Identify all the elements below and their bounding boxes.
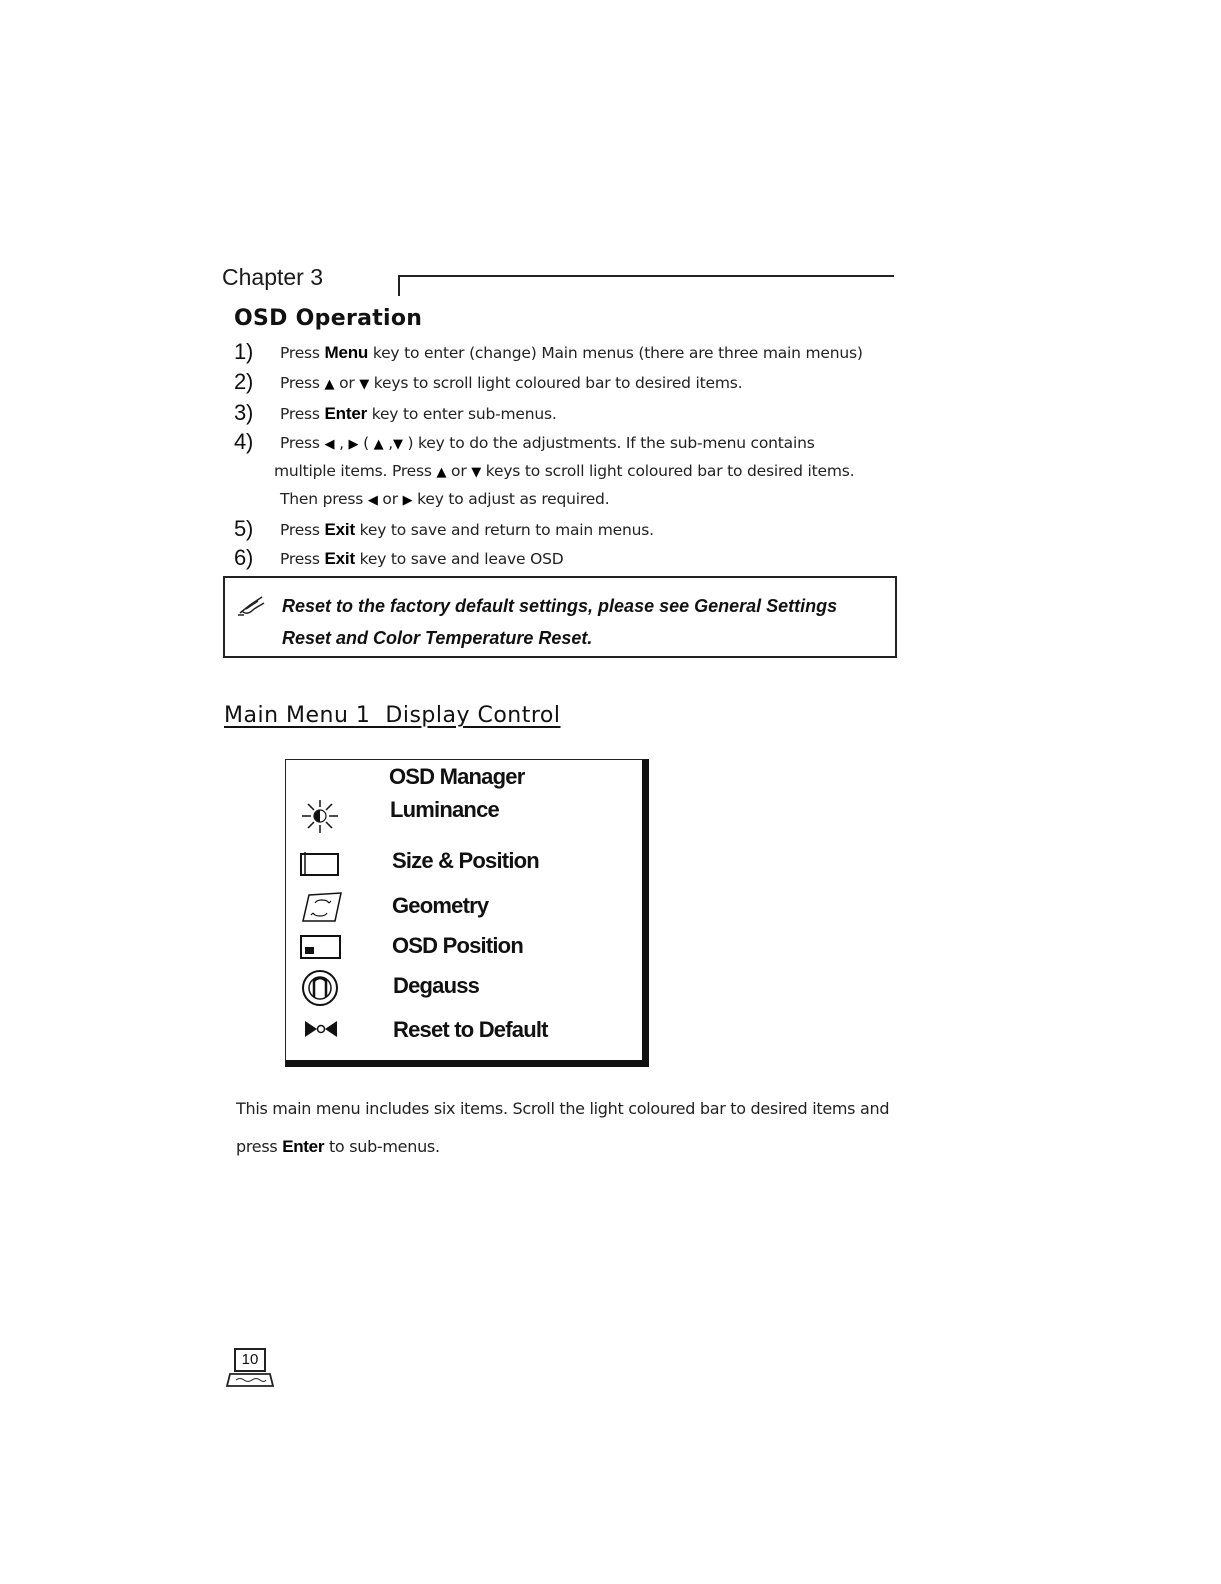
left-arrow-icon: ◀ xyxy=(324,437,335,452)
step-1 xyxy=(234,340,914,366)
step-5 xyxy=(234,517,914,543)
paragraph-text: to sub-menus. xyxy=(324,1137,440,1156)
step-text: key to adjust as required. xyxy=(412,490,610,508)
size-position-icon xyxy=(300,851,340,877)
menu-item-size-position[interactable]: Size & Position xyxy=(392,848,539,873)
section-title: OSD Operation xyxy=(234,306,423,331)
brightness-icon xyxy=(299,797,341,837)
down-arrow-icon: ▼ xyxy=(392,437,403,452)
chapter-divider-tick xyxy=(398,276,400,296)
geometry-icon xyxy=(301,891,343,923)
step-text: keys to scroll light coloured bar to desired items. xyxy=(369,374,743,392)
menu-item-luminance[interactable]: Luminance xyxy=(390,797,499,822)
degauss-icon xyxy=(301,969,339,1007)
step-text: or xyxy=(334,374,360,392)
paragraph-line-2 xyxy=(236,1128,916,1166)
note-text xyxy=(282,590,882,654)
writing-hand-icon xyxy=(236,593,270,617)
reset-icon xyxy=(303,1019,339,1039)
step-4 xyxy=(234,430,914,514)
step-text: Press xyxy=(280,374,325,392)
step-3 xyxy=(234,401,914,427)
menu-item-geometry[interactable]: Geometry xyxy=(392,893,489,918)
paragraph-line-1: This main menu includes six items. Scroll the light coloured bar to desired items and xyxy=(236,1099,890,1118)
steps-list xyxy=(234,340,914,572)
step-text: multiple items. Press xyxy=(274,462,437,480)
step-number: 1) xyxy=(234,339,254,364)
step-text: , xyxy=(383,434,393,452)
note-line-1: Reset to the factory default settings, please see General Settings xyxy=(282,596,838,616)
left-arrow-icon: ◀ xyxy=(367,493,378,508)
step-text: Press xyxy=(280,521,325,539)
right-arrow-icon: ▶ xyxy=(402,493,413,508)
chapter-label: Chapter 3 xyxy=(222,264,324,290)
step-text: ( xyxy=(358,434,374,452)
step-text: Press xyxy=(280,344,325,362)
step-4-line-3 xyxy=(280,486,914,514)
step-text: key to enter (change) Main menus (there are three main menus) xyxy=(368,344,863,362)
key-name: Menu xyxy=(324,343,369,362)
step-number: 2) xyxy=(234,369,254,394)
key-name: Enter xyxy=(282,1137,325,1156)
osd-position-icon xyxy=(300,934,342,960)
step-2 xyxy=(234,370,914,398)
down-arrow-icon: ▼ xyxy=(471,465,482,480)
step-number: 5) xyxy=(234,516,254,541)
menu-item-degauss[interactable]: Degauss xyxy=(393,973,480,998)
step-number: 3) xyxy=(234,400,254,425)
step-number: 4) xyxy=(234,429,254,454)
page-number: 10 xyxy=(234,1348,266,1372)
laptop-icon xyxy=(226,1372,274,1388)
page-number-badge xyxy=(226,1344,274,1388)
right-arrow-icon: ▶ xyxy=(348,437,359,452)
step-text: Press xyxy=(280,405,325,423)
key-name: Exit xyxy=(324,520,355,539)
step-6 xyxy=(234,546,914,572)
step-text: or xyxy=(446,462,472,480)
chapter-divider xyxy=(398,275,894,277)
paragraph-text: press xyxy=(236,1137,283,1156)
up-arrow-icon: ▲ xyxy=(436,465,447,480)
step-text: key to save and return to main menus. xyxy=(354,521,654,539)
step-text: , xyxy=(334,434,349,452)
menu-item-reset-to-default[interactable]: Reset to Default xyxy=(393,1017,548,1042)
step-text: key to enter sub-menus. xyxy=(367,405,557,423)
step-number: 6) xyxy=(234,545,254,570)
description-paragraph xyxy=(236,1090,916,1166)
step-text: Press xyxy=(280,434,325,452)
main-menu-heading: Main Menu 1 Display Control xyxy=(224,703,561,728)
osd-menu-title: OSD Manager xyxy=(389,764,525,789)
step-text: or xyxy=(377,490,403,508)
step-text: ) key to do the adjustments. If the sub-menu contains xyxy=(402,434,815,452)
key-name: Exit xyxy=(324,549,355,568)
step-text: Press xyxy=(280,550,325,568)
key-name: Enter xyxy=(324,404,367,423)
up-arrow-icon: ▲ xyxy=(324,377,335,392)
step-text: key to save and leave OSD xyxy=(354,550,564,568)
up-arrow-icon: ▲ xyxy=(373,437,384,452)
step-4-line-2 xyxy=(274,458,914,486)
step-text: keys to scroll light coloured bar to desired items. xyxy=(481,462,855,480)
down-arrow-icon: ▼ xyxy=(359,377,370,392)
step-text: Then press xyxy=(280,490,368,508)
note-line-2: Reset and Color Temperature Reset. xyxy=(282,628,593,648)
menu-item-osd-position[interactable]: OSD Position xyxy=(392,933,523,958)
